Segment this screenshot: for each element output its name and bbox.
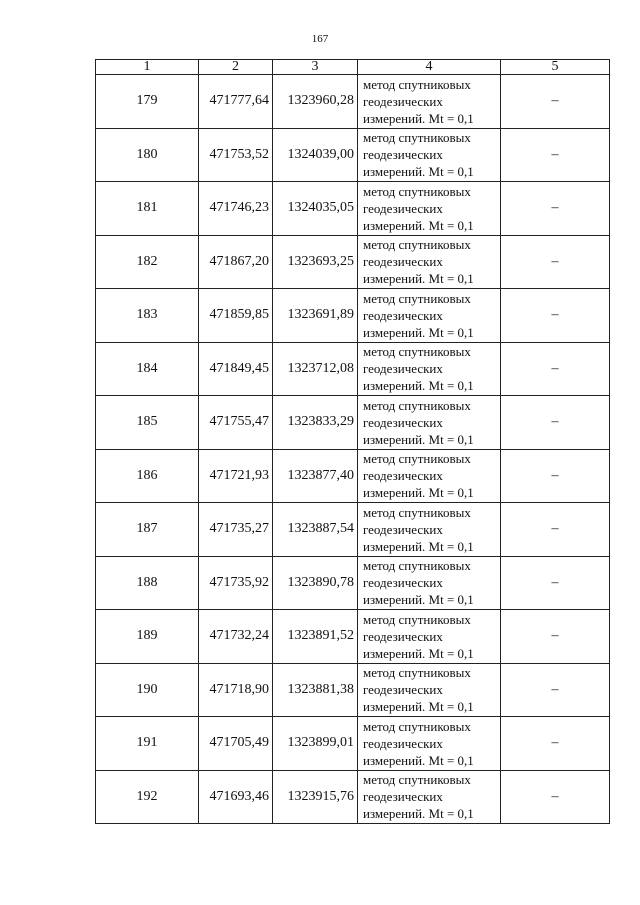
method-line: геодезических [363, 307, 443, 323]
method-line: метод спутниковых [363, 130, 471, 146]
point-number-cell: 189 [96, 610, 199, 664]
y-coordinate-cell: 1323960,28 [273, 75, 358, 129]
y-coordinate-cell: 1323877,40 [273, 449, 358, 503]
method-line: метод спутниковых [363, 76, 471, 92]
method-line: измерений. Mt = 0,1 [363, 592, 474, 608]
table-row [96, 342, 610, 396]
method-cell [358, 289, 501, 343]
x-coordinate-cell: 471777,64 [199, 75, 273, 129]
table-body [96, 75, 610, 824]
method-cell [358, 770, 501, 824]
point-number-cell: 187 [96, 503, 199, 557]
method-line: измерений. Mt = 0,1 [363, 538, 474, 554]
method-cell [358, 396, 501, 450]
method-line: измерений. Mt = 0,1 [363, 110, 474, 126]
method-line: геодезических [363, 147, 443, 163]
header-col-2: 2 [199, 60, 273, 75]
page-number: 167 [311, 33, 329, 45]
table-row [96, 449, 610, 503]
method-line: измерений. Mt = 0,1 [363, 752, 474, 768]
point-number-cell: 188 [96, 556, 199, 610]
table-row [96, 128, 610, 182]
method-line: геодезических [363, 414, 443, 430]
table-row [96, 235, 610, 289]
x-coordinate-cell: 471859,85 [199, 289, 273, 343]
point-number-cell: 180 [96, 128, 199, 182]
method-cell [358, 717, 501, 771]
x-coordinate-cell: 471693,46 [199, 770, 273, 824]
method-line: измерений. Mt = 0,1 [363, 645, 474, 661]
header-col-1: 1 [96, 60, 199, 75]
extra-cell: – [501, 770, 610, 824]
table-row [96, 770, 610, 824]
method-line: измерений. Mt = 0,1 [363, 324, 474, 340]
x-coordinate-cell: 471732,24 [199, 610, 273, 664]
x-coordinate-cell: 471718,90 [199, 663, 273, 717]
coordinates-table [95, 59, 610, 824]
method-cell [358, 235, 501, 289]
method-line: метод спутниковых [363, 183, 471, 199]
x-coordinate-cell: 471746,23 [199, 182, 273, 236]
method-line: метод спутниковых [363, 611, 471, 627]
method-line: метод спутниковых [363, 237, 471, 253]
method-cell [358, 128, 501, 182]
method-line: геодезических [363, 254, 443, 270]
method-line: геодезических [363, 93, 443, 109]
method-line: метод спутниковых [363, 772, 471, 788]
method-line: измерений. Mt = 0,1 [363, 431, 474, 447]
point-number-cell: 190 [96, 663, 199, 717]
point-number-cell: 185 [96, 396, 199, 450]
method-line: метод спутниковых [363, 290, 471, 306]
header-col-3: 3 [273, 60, 358, 75]
x-coordinate-cell: 471867,20 [199, 235, 273, 289]
extra-cell: – [501, 342, 610, 396]
table-row [96, 75, 610, 129]
method-line: измерений. Mt = 0,1 [363, 164, 474, 180]
method-line: измерений. Mt = 0,1 [363, 699, 474, 715]
method-line: геодезических [363, 200, 443, 216]
y-coordinate-cell: 1323891,52 [273, 610, 358, 664]
method-line: метод спутниковых [363, 504, 471, 520]
x-coordinate-cell: 471755,47 [199, 396, 273, 450]
method-line: измерений. Mt = 0,1 [363, 806, 474, 822]
point-number-cell: 184 [96, 342, 199, 396]
method-line: геодезических [363, 361, 443, 377]
y-coordinate-cell: 1323890,78 [273, 556, 358, 610]
table-header-row [96, 60, 610, 75]
extra-cell: – [501, 396, 610, 450]
x-coordinate-cell: 471705,49 [199, 717, 273, 771]
method-cell [358, 342, 501, 396]
method-line: геодезических [363, 735, 443, 751]
extra-cell: – [501, 503, 610, 557]
method-line: геодезических [363, 468, 443, 484]
method-cell [358, 503, 501, 557]
x-coordinate-cell: 471849,45 [199, 342, 273, 396]
method-line: измерений. Mt = 0,1 [363, 217, 474, 233]
y-coordinate-cell: 1324039,00 [273, 128, 358, 182]
method-line: метод спутниковых [363, 451, 471, 467]
method-line: измерений. Mt = 0,1 [363, 378, 474, 394]
header-col-5: 5 [501, 60, 610, 75]
method-cell [358, 449, 501, 503]
method-cell [358, 182, 501, 236]
point-number-cell: 186 [96, 449, 199, 503]
extra-cell: – [501, 717, 610, 771]
table-row [96, 663, 610, 717]
method-cell [358, 75, 501, 129]
table-row [96, 503, 610, 557]
method-line: метод спутниковых [363, 665, 471, 681]
x-coordinate-cell: 471735,27 [199, 503, 273, 557]
extra-cell: – [501, 235, 610, 289]
method-line: геодезических [363, 789, 443, 805]
x-coordinate-cell: 471753,52 [199, 128, 273, 182]
y-coordinate-cell: 1323833,29 [273, 396, 358, 450]
method-line: геодезических [363, 521, 443, 537]
method-line: геодезических [363, 682, 443, 698]
y-coordinate-cell: 1323887,54 [273, 503, 358, 557]
extra-cell: – [501, 289, 610, 343]
header-col-4: 4 [358, 60, 501, 75]
point-number-cell: 179 [96, 75, 199, 129]
method-line: измерений. Mt = 0,1 [363, 271, 474, 287]
extra-cell: – [501, 610, 610, 664]
y-coordinate-cell: 1323691,89 [273, 289, 358, 343]
x-coordinate-cell: 471721,93 [199, 449, 273, 503]
extra-cell: – [501, 75, 610, 129]
extra-cell: – [501, 182, 610, 236]
table-row [96, 182, 610, 236]
method-line: метод спутниковых [363, 718, 471, 734]
y-coordinate-cell: 1323915,76 [273, 770, 358, 824]
method-cell [358, 556, 501, 610]
method-line: метод спутниковых [363, 344, 471, 360]
table-row [96, 396, 610, 450]
table-row [96, 610, 610, 664]
y-coordinate-cell: 1323693,25 [273, 235, 358, 289]
table-row [96, 556, 610, 610]
method-cell [358, 663, 501, 717]
method-line: геодезических [363, 575, 443, 591]
method-line: метод спутниковых [363, 397, 471, 413]
y-coordinate-cell: 1323712,08 [273, 342, 358, 396]
point-number-cell: 191 [96, 717, 199, 771]
table-row [96, 289, 610, 343]
point-number-cell: 182 [96, 235, 199, 289]
point-number-cell: 192 [96, 770, 199, 824]
extra-cell: – [501, 449, 610, 503]
method-line: геодезических [363, 628, 443, 644]
method-line: измерений. Mt = 0,1 [363, 485, 474, 501]
y-coordinate-cell: 1323899,01 [273, 717, 358, 771]
method-line: метод спутниковых [363, 558, 471, 574]
point-number-cell: 181 [96, 182, 199, 236]
y-coordinate-cell: 1323881,38 [273, 663, 358, 717]
extra-cell: – [501, 128, 610, 182]
table-row [96, 717, 610, 771]
point-number-cell: 183 [96, 289, 199, 343]
extra-cell: – [501, 556, 610, 610]
x-coordinate-cell: 471735,92 [199, 556, 273, 610]
y-coordinate-cell: 1324035,05 [273, 182, 358, 236]
method-cell [358, 610, 501, 664]
extra-cell: – [501, 663, 610, 717]
